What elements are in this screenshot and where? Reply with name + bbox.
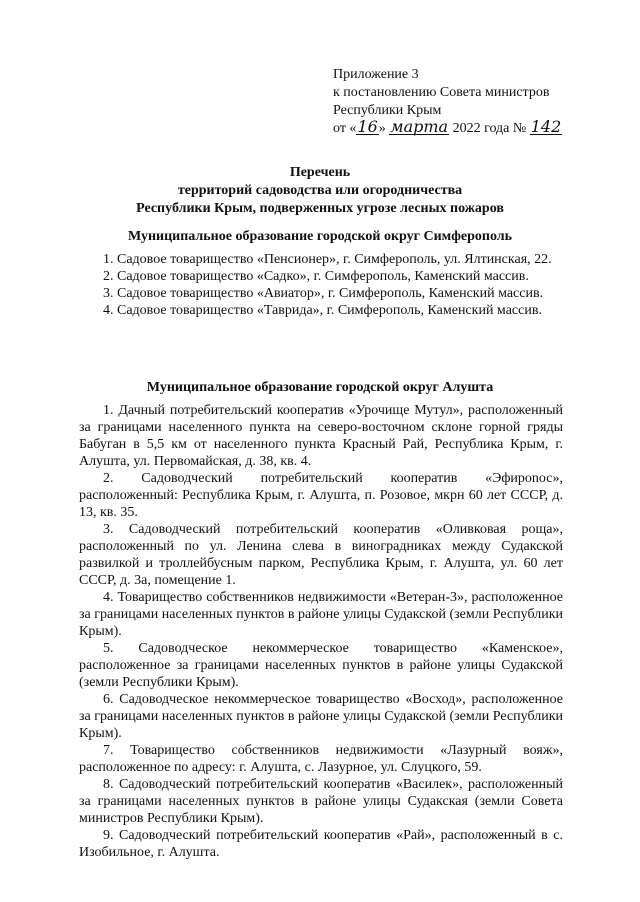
list-item: 7. Товарищество собственников недвижимости «Лазурный вояж», расположенное по адресу: г. Алушта, с. Лазурное, ул. Слуцкого, 59. <box>79 743 563 775</box>
simferopol-list <box>79 251 563 319</box>
date-mid: » <box>378 121 386 136</box>
appendix-block <box>333 66 633 138</box>
list-item: 6. Садоводческое некоммерческое товарищество «Восход», расположенное за границами населенных пунктов в районе улицы Судакской (земли Республики Крым). <box>79 692 563 741</box>
handwritten-number: 142 <box>530 117 562 136</box>
list-item: 2. Садовое товарищество «Садко», г. Симферополь, Каменский массив. <box>103 269 529 284</box>
list-item: 4. Садовое товарищество «Таврида», г. Симферополь, Каменский массив. <box>103 303 542 318</box>
appendix-line-2: к постановлению Совета министров <box>333 85 550 100</box>
date-suffix: 2022 года № <box>449 121 527 136</box>
alushta-list <box>79 402 563 861</box>
section-heading-simferopol: Муниципальное образование городской округ Симферополь <box>127 229 513 244</box>
list-item: 4. Товарищество собственников недвижимости «Ветеран-3», расположенное за границами населенных пунктов в районе улицы Судакской (земли Республики Крым). <box>79 590 563 639</box>
title-line-2: территорий садоводства или огородничества <box>177 183 463 198</box>
appendix-date-line <box>333 117 633 138</box>
appendix-line-3: Республики Крым <box>333 103 442 118</box>
list-item: 3. Садовое товарищество «Авиатор», г. Симферополь, Каменский массив. <box>103 286 544 301</box>
list-item: 8. Садоводческий потребительский кооператив «Василек», расположенный за границами населенных пунктов в районе улицы Судакская (земли Совета министров Республики Крым). <box>79 777 563 826</box>
handwritten-day: 16 <box>357 117 378 136</box>
title-line-3: Республики Крым, подверженных угрозе лесных пожаров <box>136 201 504 216</box>
list-item: 3. Садоводческий потребительский кооператив «Оливковая роща», расположенный по ул. Ленина слева в виноградниках между Судакской развилкой и троллейбусным парком, Республика Крым, г. Алушта, ул. 60 лет СССР, д. 3а, помещение 1. <box>79 522 563 588</box>
document-title <box>60 164 580 218</box>
list-item: 1. Садовое товарищество «Пенсионер», г. Симферополь, ул. Ялтинская, 22. <box>103 252 552 267</box>
handwritten-month: марта <box>390 117 449 136</box>
date-prefix: от « <box>333 121 357 136</box>
list-item: 9. Садоводческий потребительский кооператив «Рай», расположенный в с. Изобильное, г. Алушта. <box>79 828 563 860</box>
section-heading-alushta: Муниципальное образование городской округ Алушта <box>146 380 494 395</box>
list-item: 2. Садоводческий потребительский кооператив «Эфироnос», расположенный: Республика Крым, г. Алушта, п. Розовое, мкрн 60 лет СССР, д. 13, кв. 35. <box>79 471 563 520</box>
appendix-line-1: Приложение 3 <box>333 67 419 82</box>
list-item: 1. Дачный потребительский кооператив «Урочище Мутул», расположенный за границами населенного пункта на северо-восточном склоне горной гряды Бабуган в 5,5 км от населенного пункта Красный Рай, Республика Крым, г. Алушта, ул. Первомайская, д. 38, кв. 4. <box>79 403 563 469</box>
title-line-1: Перечень <box>289 165 351 180</box>
list-item: 5. Садоводческое некоммерческое товарищество «Каменское», расположенное за границами населенных пунктов в районе улицы Судакской (земли Республики Крым). <box>79 641 563 690</box>
